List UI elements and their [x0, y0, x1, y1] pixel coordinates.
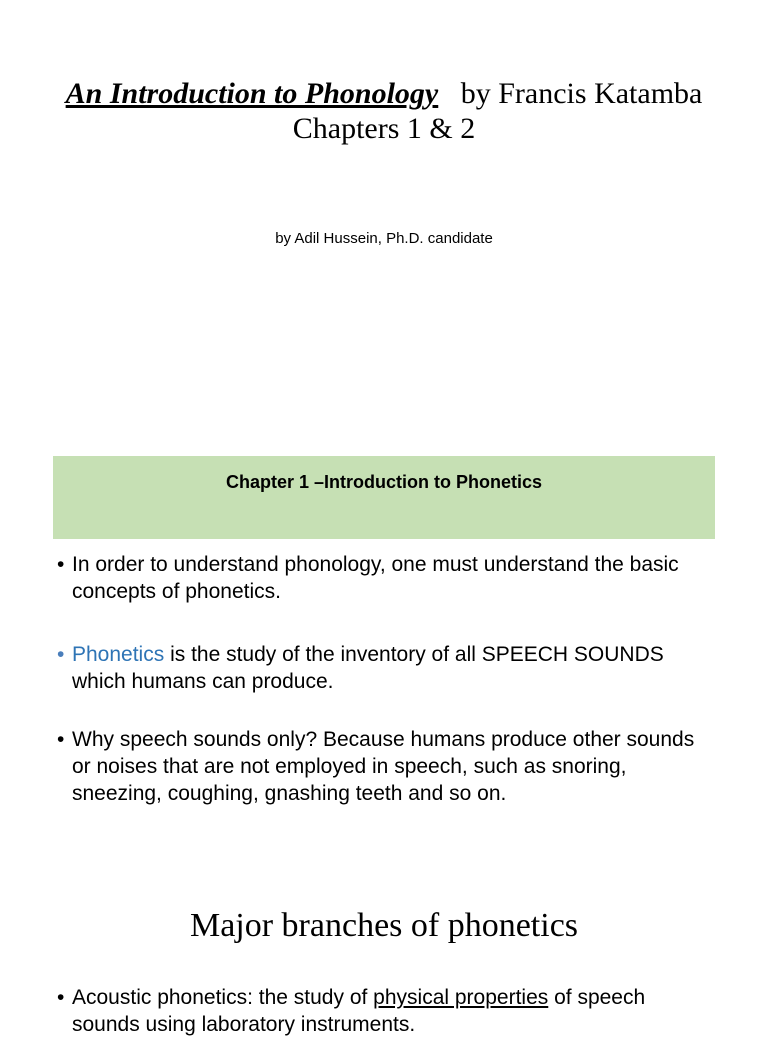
book-title: An Introduction to Phonology — [65, 77, 439, 110]
chapter-banner — [53, 456, 715, 539]
list-item: • In order to understand phonology, one must understand the basic concepts of phonetics. — [55, 551, 715, 605]
list-item — [55, 641, 715, 695]
document-title — [60, 76, 708, 146]
branch-suffix: of speech sounds using laboratory instruments. — [72, 986, 646, 1036]
branch-underlined: physical properties — [373, 986, 549, 1009]
author-line: by Francis Katamba — [460, 77, 703, 110]
chapters-line: Chapters 1 & 2 — [292, 112, 476, 145]
bullet-list — [55, 551, 715, 807]
byline: by Adil Hussein, Ph.D. candidate — [275, 230, 493, 247]
list-item — [55, 984, 715, 1038]
branch-prefix: Acoustic phonetics: the study of — [72, 986, 374, 1009]
chapter-banner-label: Chapter 1 –Introduction to Phonetics — [225, 472, 543, 492]
phonetics-term: Phonetics — [72, 643, 165, 666]
list-item-text: is the study of the inventory of all SPEECH SOUNDS which humans can produce. — [72, 643, 664, 693]
section-heading: Major branches of phonetics — [189, 907, 579, 944]
list-item: • Why speech sounds only? Because humans produce other sounds or noises that are not employed in speech, such as snoring, sneezing, coughing, gnashing teeth and so on. — [55, 726, 715, 807]
branch-list — [55, 984, 715, 1038]
